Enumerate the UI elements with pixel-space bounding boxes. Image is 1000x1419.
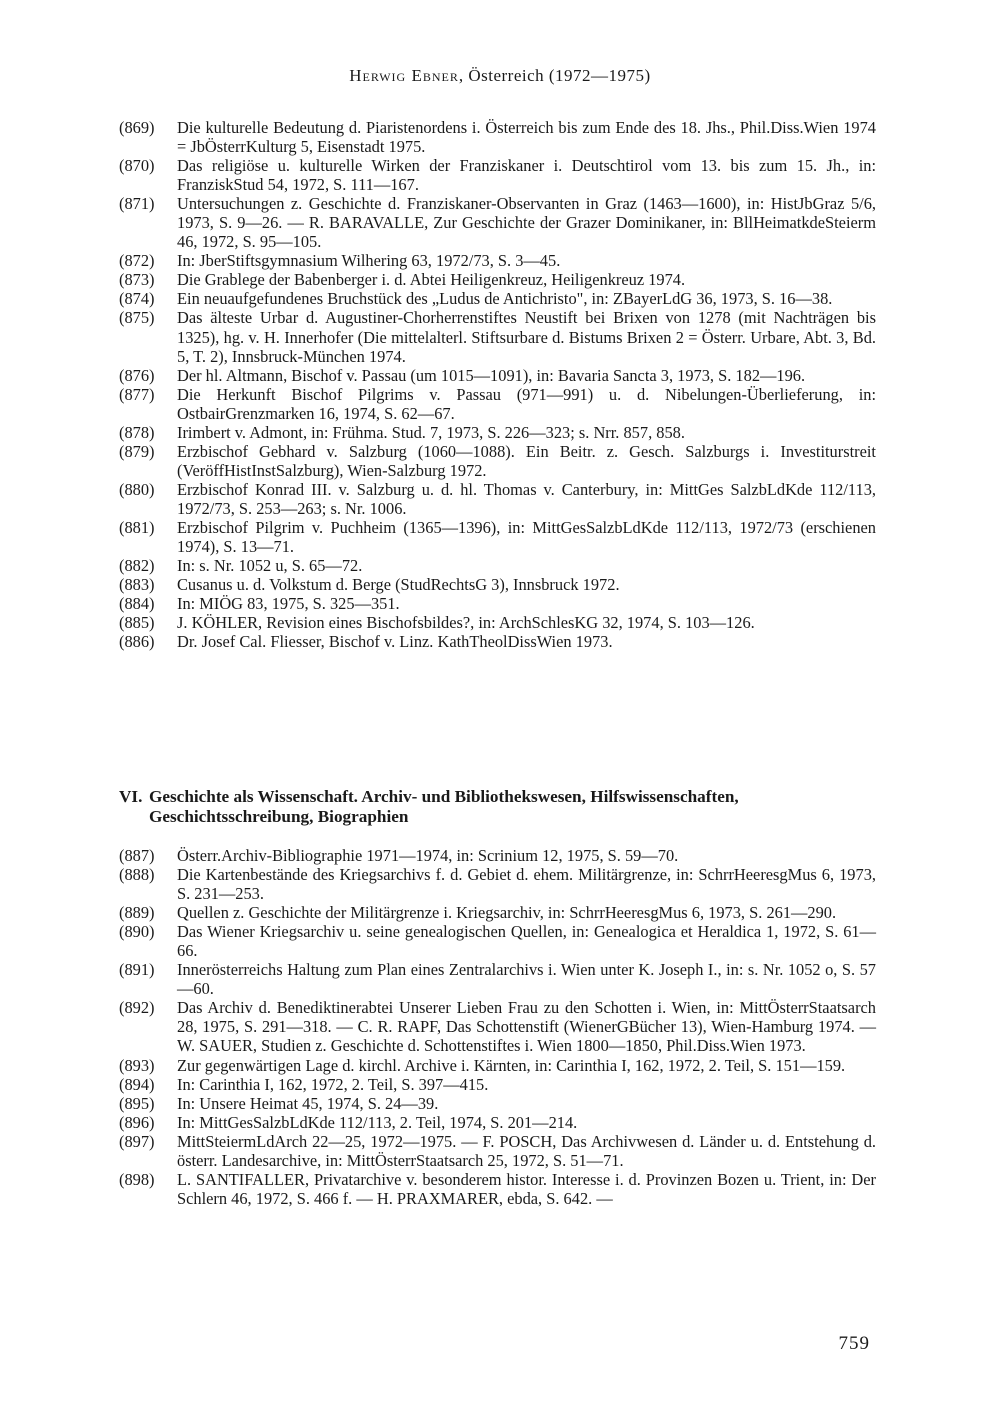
bibliography-entry — [119, 289, 876, 308]
page-number: 759 — [838, 1333, 870, 1354]
entry-text: In: s. Nr. 1052 u, S. 65—72. — [177, 556, 363, 576]
bibliography-entry — [119, 442, 876, 480]
entry-number: (879) — [119, 441, 155, 461]
entry-number: (891) — [119, 960, 155, 980]
entry-number: (870) — [119, 156, 155, 176]
entry-number: (883) — [119, 575, 155, 595]
entries-bottom — [119, 846, 876, 1208]
bibliography-entry — [119, 156, 876, 194]
entry-number: (895) — [119, 1093, 155, 1113]
bibliography-entry — [119, 1056, 876, 1075]
entry-text: Untersuchungen z. Geschichte d. Franziskaner-Observanten in Graz (1463—1600), in: HistJbGraz 5/6, 1973, S. 9—26. — R. BARAVALLE, Zur Geschichte der Grazer Dominikaner, in: BllHeimatkdeSteierm 46, 1972, S. 95—105. — [177, 194, 876, 252]
bibliography-entry — [119, 613, 876, 632]
entry-number: (886) — [119, 632, 155, 652]
entry-text: In: JberStiftsgymnasium Wilhering 63, 1972/73, S. 3—45. — [177, 251, 561, 271]
bibliography-entry — [119, 1094, 876, 1113]
bibliography-entry — [119, 270, 876, 289]
entry-text: Erzbischof Konrad III. v. Salzburg u. d. hl. Thomas v. Canterbury, in: MittGes SalzbLdKde 112/113, 1972/73, S. 253—263; s. Nr. 1006. — [177, 479, 876, 518]
entry-number: (894) — [119, 1074, 155, 1094]
bibliography-entry — [119, 1113, 876, 1132]
bibliography-entry — [119, 194, 876, 251]
bibliography-entry — [119, 903, 876, 922]
bibliography-entry — [119, 575, 876, 594]
entry-number: (898) — [119, 1169, 155, 1189]
entries-top — [119, 118, 876, 651]
entry-number: (872) — [119, 251, 155, 271]
bibliography-entry — [119, 518, 876, 556]
section-title: Geschichte als Wissenschaft. Archiv- und Bibliothekswesen, Hilfswissenschaften, Geschichtsschreibung, Biographien — [149, 787, 739, 826]
entry-text: L. SANTIFALLER, Privatarchive v. besonderem histor. Interesse i. d. Provinzen Bozen u. Trient, in: Der Schlern 46, 1972, S. 466 f. — H. PRAXMARER, ebda, S. 642. — — [177, 1169, 876, 1208]
entry-text: Quellen z. Geschichte der Militärgrenze i. Kriegsarchiv, in: SchrrHeeresgMus 6, 1973, S. 261—290. — [177, 903, 837, 923]
entry-text: Das Archiv d. Benediktinerabtei Unserer Lieben Frau zu den Schotten i. Wien, in: MittÖsterrStaatsarch 28, 1975, S. 291—318. — C. R. RAPF, Das Schottenstift (WienerGBücher 13), Wien-Hamburg 1974. — W. SAUER, Studien z. Geschichte d. Schottenstiftes i. Wien 1800—1850, Phil.Diss.Wien 1973. — [177, 998, 876, 1056]
bibliography-entry — [119, 922, 876, 960]
bibliography-entry — [119, 865, 876, 903]
bibliography-entry — [119, 118, 876, 156]
bibliography-entry — [119, 308, 876, 365]
entry-text: MittSteiermLdArch 22—25, 1972—1975. — F. POSCH, Das Archivwesen d. Länder u. d. Entstehung d. österr. Landesarchive, in: MittÖsterrStaatsarch 25, 1972, S. 51—71. — [177, 1131, 876, 1170]
bibliography-entry — [119, 556, 876, 575]
entry-text: Cusanus u. d. Volkstum d. Berge (StudRechtsG 3), Innsbruck 1972. — [177, 575, 620, 595]
entry-text: Die Grablege der Babenberger i. d. Abtei Heiligenkreuz, Heiligenkreuz 1974. — [177, 270, 686, 290]
entry-number: (877) — [119, 384, 155, 404]
bibliography-entry — [119, 366, 876, 385]
entry-text: Die Herkunft Bischof Pilgrims v. Passau (971—991) u. d. Nibelungen-Überlieferung, in: OstbairGrenzmarken 16, 1974, S. 62—67. — [177, 384, 876, 423]
bibliography-entry — [119, 960, 876, 998]
section-heading — [119, 787, 876, 827]
section-number: VI. — [119, 787, 143, 806]
bibliography-entry — [119, 846, 876, 865]
entry-text: Der hl. Altmann, Bischof v. Passau (um 1015—1091), in: Bavaria Sancta 3, 1973, S. 182—196. — [177, 365, 806, 385]
entry-number: (884) — [119, 594, 155, 614]
entry-number: (887) — [119, 846, 155, 865]
bibliography-entry — [119, 385, 876, 423]
entry-number: (881) — [119, 517, 155, 537]
bibliography-entry — [119, 998, 876, 1055]
entry-text: J. KÖHLER, Revision eines Bischofsbildes?, in: ArchSchlesKG 32, 1974, S. 103—126. — [177, 613, 755, 633]
entry-number: (869) — [119, 118, 155, 137]
entry-text: In: Unsere Heimat 45, 1974, S. 24—39. — [177, 1093, 439, 1113]
running-head-author: Herwig Ebner — [349, 66, 459, 85]
bibliography-entry — [119, 423, 876, 442]
entry-number: (882) — [119, 556, 155, 576]
entry-text: Irimbert v. Admont, in: Frühma. Stud. 7, 1973, S. 226—323; s. Nrr. 857, 858. — [177, 422, 685, 442]
entry-number: (873) — [119, 270, 155, 290]
bibliography-entry — [119, 1132, 876, 1170]
entry-text: In: Carinthia I, 162, 1972, 2. Teil, S. 397—415. — [177, 1074, 489, 1094]
entry-number: (889) — [119, 903, 155, 923]
entry-number: (892) — [119, 998, 155, 1018]
entry-text: Das Wiener Kriegsarchiv u. seine genealogischen Quellen, in: Genealogica et Heraldica 1, 1972, S. 61—66. — [177, 922, 876, 961]
entry-number: (880) — [119, 479, 155, 499]
entry-number: (878) — [119, 422, 155, 442]
entry-text: Ein neuaufgefundenes Bruchstück des „Ludus de Antichristo", in: ZBayerLdG 36, 1973, S. 16—38. — [177, 289, 833, 309]
running-head — [0, 66, 1000, 86]
entry-number: (876) — [119, 365, 155, 385]
entry-number: (871) — [119, 194, 155, 214]
entry-text: In: MittGesSalzbLdKde 112/113, 2. Teil, 1974, S. 201—214. — [177, 1112, 578, 1132]
entry-number: (888) — [119, 865, 155, 885]
entry-number: (893) — [119, 1055, 155, 1075]
bibliography-entry — [119, 1075, 876, 1094]
entry-text: Österr.Archiv-Bibliographie 1971—1974, in: Scrinium 12, 1975, S. 59—70. — [177, 846, 679, 865]
entry-text: Erzbischof Gebhard v. Salzburg (1060—1088). Ein Beitr. z. Gesch. Salzburgs i. Investiturstreit (VeröffHistInstSalzburg), Wien-Salzburg 1972. — [177, 441, 876, 480]
entry-text: Dr. Josef Cal. Fliesser, Bischof v. Linz. KathTheolDissWien 1973. — [177, 632, 613, 652]
entry-number: (896) — [119, 1112, 155, 1132]
entry-number: (890) — [119, 922, 155, 942]
running-head-title: , Österreich (1972—1975) — [458, 66, 651, 85]
entry-number: (885) — [119, 613, 155, 633]
bibliography-entry — [119, 594, 876, 613]
entry-number: (897) — [119, 1131, 155, 1151]
entry-number: (874) — [119, 289, 155, 309]
entry-text: Innerösterreichs Haltung zum Plan eines Zentralarchivs i. Wien unter K. Joseph I., in: s. Nr. 1052 o, S. 57—60. — [177, 960, 876, 999]
entry-text: Erzbischof Pilgrim v. Puchheim (1365—1396), in: MittGesSalzbLdKde 112/113, 1972/73 (erschienen 1974), S. 13—71. — [177, 517, 876, 557]
entry-text: Die Kartenbestände des Kriegsarchivs f. d. Gebiet d. ehem. Militärgrenze, in: SchrrHeeresgMus 6, 1973, S. 231—253. — [177, 865, 876, 904]
bibliography-entry — [119, 480, 876, 518]
entry-number: (875) — [119, 308, 155, 328]
bibliography-entry — [119, 1170, 876, 1208]
entry-text: Die kulturelle Bedeutung d. Piaristenordens i. Österreich bis zum Ende des 18. Jhs., Phil.Diss.Wien 1974 = JbÖsterrKulturg 5, Eisenstadt 1975. — [177, 118, 876, 157]
entry-text: Das religiöse u. kulturelle Wirken der Franziskaner i. Deutschtirol vom 13. bis zum 15. Jh., in: FranziskStud 54, 1972, S. 111—167. — [177, 156, 876, 195]
entry-text: Das älteste Urbar d. Augustiner-Chorherrenstiftes Neustift bei Brixen von 1278 (mit Nachträgen bis 1325), hg. v. H. Innerhofer (Die mittelalterl. Stiftsurbare d. Bistums Brixen 2 = Österr. Urbare, Abt. 3, Bd. 5, T. 2), Innsbruck-München 1974. — [177, 308, 876, 366]
entry-text: Zur gegenwärtigen Lage d. kirchl. Archive i. Kärnten, in: Carinthia I, 162, 1972, 2. Teil, S. 151—159. — [177, 1055, 846, 1075]
bibliography-entry — [119, 251, 876, 270]
bibliography-entry — [119, 632, 876, 651]
entry-text: In: MIÖG 83, 1975, S. 325—351. — [177, 594, 400, 614]
